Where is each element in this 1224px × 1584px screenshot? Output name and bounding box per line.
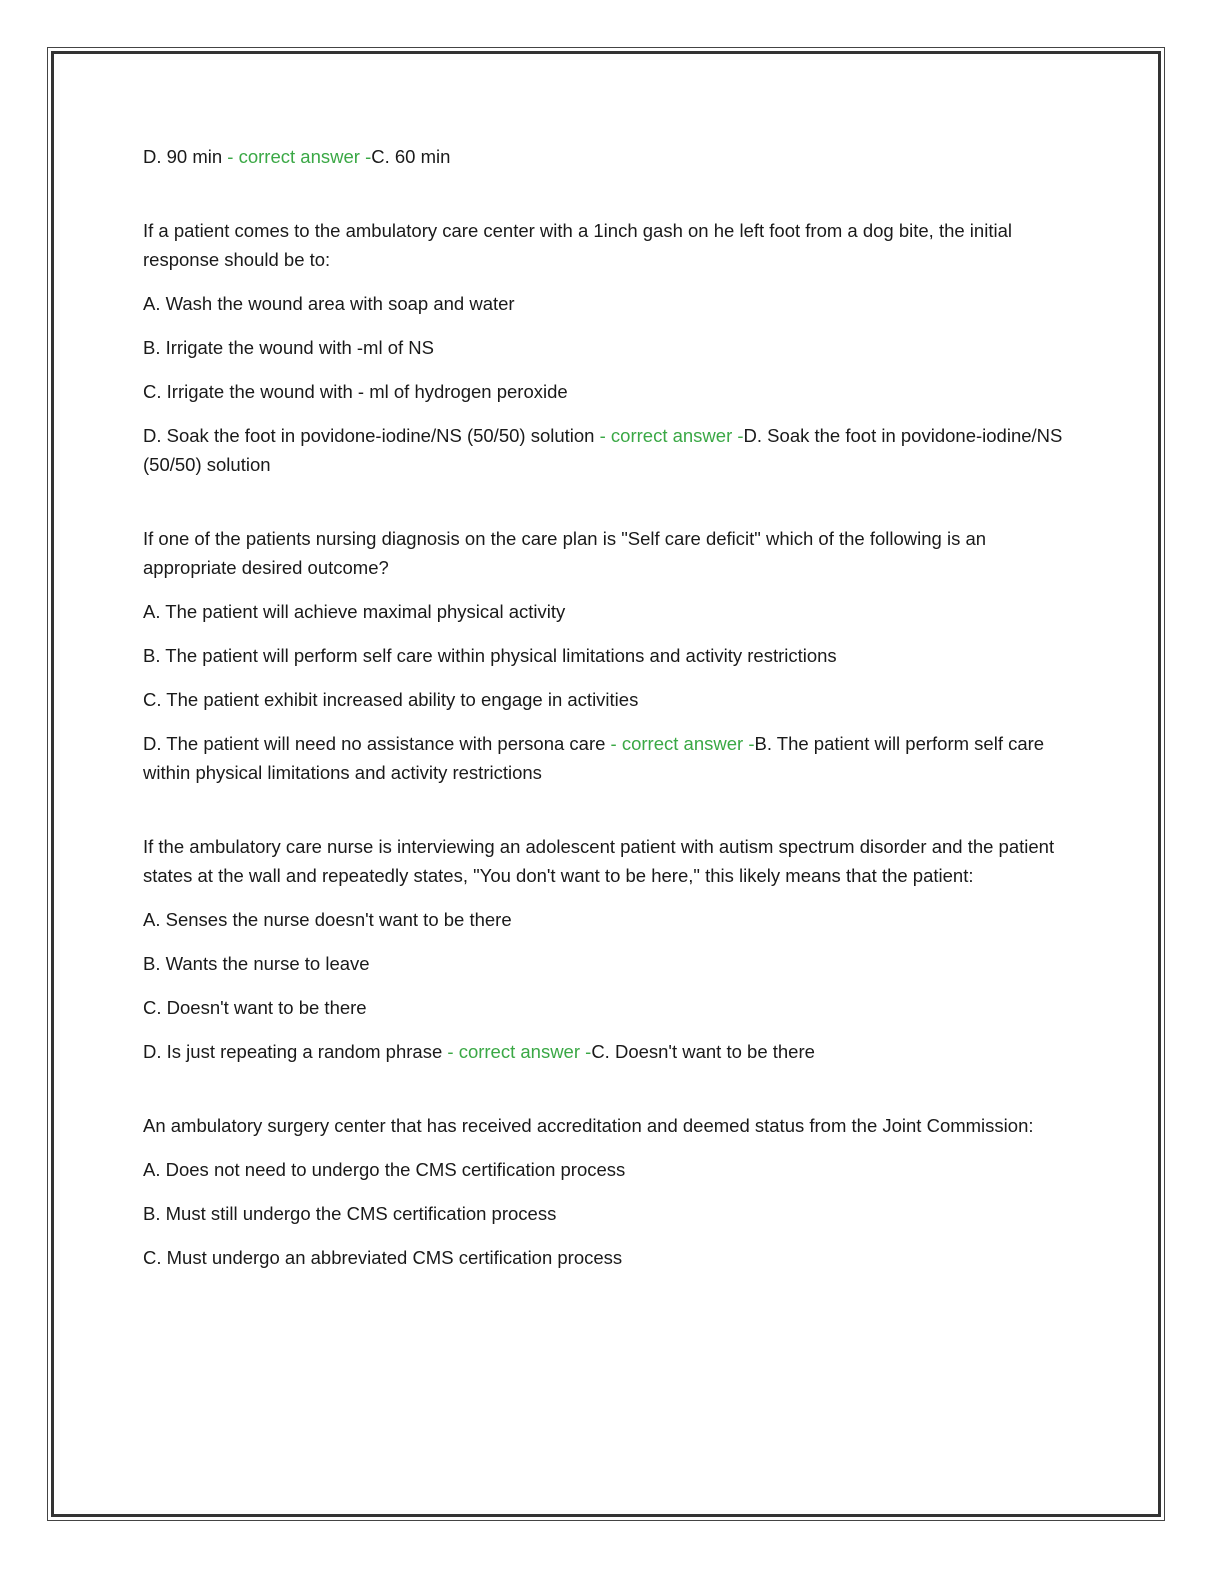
option-d-with-answer bbox=[143, 421, 1073, 479]
correct-answer-marker: - correct answer - bbox=[442, 1041, 592, 1062]
option-text: D. Is just repeating a random phrase bbox=[143, 1041, 443, 1062]
option-c: C. The patient exhibit increased ability to engage in activities bbox=[143, 689, 639, 710]
correct-answer-text: C. 60 min bbox=[371, 146, 451, 167]
correct-answer-text: D. Soak the foot in povidone-iodine/NS (50/50) solution bbox=[143, 425, 1063, 475]
option-b: B. Irrigate the wound with -ml of NS bbox=[143, 337, 434, 358]
option-text: D. The patient will need no assistance with persona care bbox=[143, 733, 606, 754]
option-d-with-answer bbox=[143, 1037, 1073, 1066]
option-c: C. Doesn't want to be there bbox=[143, 997, 367, 1018]
question-text: If the ambulatory care nurse is interviewing an adolescent patient with autism spectrum disorder and the patient states at the wall and repeatedly states, "You don't want to be here," this likely means that the patient: bbox=[143, 836, 1055, 886]
option-c: C. Irrigate the wound with - ml of hydrogen peroxide bbox=[143, 381, 568, 402]
option-text: D. Soak the foot in povidone-iodine/NS (50/50) solution bbox=[143, 425, 595, 446]
correct-answer-text: C. Doesn't want to be there bbox=[591, 1041, 815, 1062]
question-text: If one of the patients nursing diagnosis on the care plan is "Self care deficit" which of the following is an appropriate desired outcome? bbox=[143, 528, 987, 578]
option-a: A. Does not need to undergo the CMS certification process bbox=[143, 1159, 626, 1180]
option-d-with-answer bbox=[143, 729, 1073, 787]
option-c: C. Must undergo an abbreviated CMS certification process bbox=[143, 1247, 623, 1268]
option-a: A. Senses the nurse doesn't want to be there bbox=[143, 909, 512, 930]
option-a: A. Wash the wound area with soap and water bbox=[143, 293, 515, 314]
answer-line bbox=[143, 142, 1073, 171]
document-content bbox=[143, 142, 1073, 1287]
question-text: If a patient comes to the ambulatory care center with a 1inch gash on he left foot from a dog bite, the initial response should be to: bbox=[143, 220, 1012, 270]
correct-answer-text: B. The patient will perform self care within physical limitations and activity restrictions bbox=[143, 733, 1045, 783]
option-text: D. 90 min bbox=[143, 146, 223, 167]
correct-answer-marker: - correct answer - bbox=[605, 733, 755, 754]
option-b: B. Must still undergo the CMS certification process bbox=[143, 1203, 557, 1224]
question-text: An ambulatory surgery center that has received accreditation and deemed status from the Joint Commission: bbox=[143, 1115, 1034, 1136]
option-b: B. The patient will perform self care within physical limitations and activity restrictions bbox=[143, 645, 837, 666]
option-b: B. Wants the nurse to leave bbox=[143, 953, 370, 974]
option-a: A. The patient will achieve maximal physical activity bbox=[143, 601, 566, 622]
correct-answer-marker: - correct answer - bbox=[222, 146, 372, 167]
correct-answer-marker: - correct answer - bbox=[594, 425, 744, 446]
